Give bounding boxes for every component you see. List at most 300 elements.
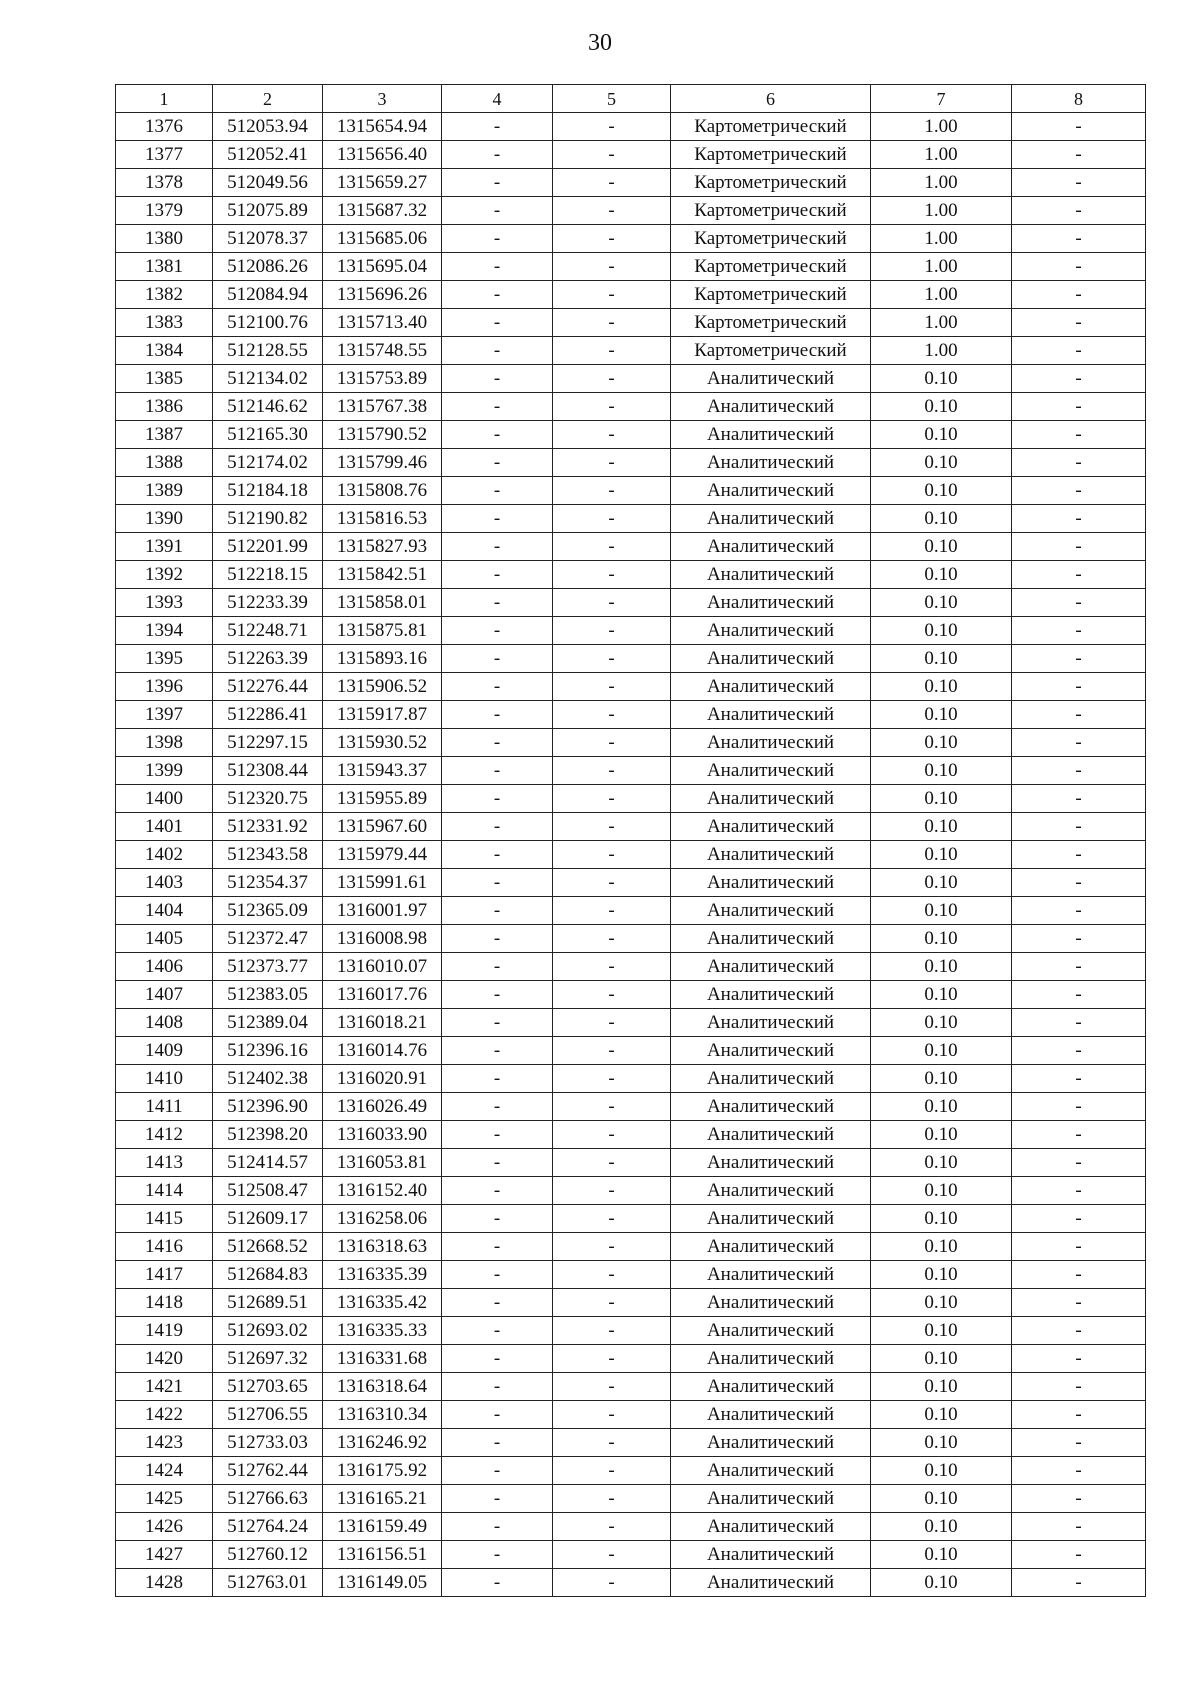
column-5-cell: -: [553, 1093, 671, 1121]
accuracy-cell: 0.10: [871, 1289, 1012, 1317]
column-5-cell: -: [553, 1569, 671, 1597]
point-number-cell: 1404: [116, 897, 213, 925]
table-row: [116, 869, 1146, 897]
point-number-cell: 1407: [116, 981, 213, 1009]
table-row: [116, 365, 1146, 393]
y-coordinate-cell: 1315790.52: [323, 421, 442, 449]
point-number-cell: 1415: [116, 1205, 213, 1233]
table-row: [116, 785, 1146, 813]
method-cell: Аналитический: [671, 477, 871, 505]
column-4-cell: -: [442, 953, 553, 981]
point-number-cell: 1381: [116, 253, 213, 281]
y-coordinate-cell: 1315687.32: [323, 197, 442, 225]
accuracy-cell: 1.00: [871, 253, 1012, 281]
accuracy-cell: 0.10: [871, 1093, 1012, 1121]
table-row: [116, 1485, 1146, 1513]
point-number-cell: 1395: [116, 645, 213, 673]
method-cell: Аналитический: [671, 1345, 871, 1373]
point-number-cell: 1394: [116, 617, 213, 645]
x-coordinate-cell: 512508.47: [213, 1177, 323, 1205]
accuracy-cell: 0.10: [871, 1121, 1012, 1149]
column-8-cell: -: [1012, 1345, 1146, 1373]
table-row: [116, 729, 1146, 757]
y-coordinate-cell: 1316310.34: [323, 1401, 442, 1429]
method-cell: Аналитический: [671, 393, 871, 421]
method-cell: Аналитический: [671, 617, 871, 645]
table-row: [116, 1429, 1146, 1457]
x-coordinate-cell: 512049.56: [213, 169, 323, 197]
column-4-cell: -: [442, 225, 553, 253]
column-5-cell: -: [553, 253, 671, 281]
y-coordinate-cell: 1316152.40: [323, 1177, 442, 1205]
accuracy-cell: 0.10: [871, 1149, 1012, 1177]
accuracy-cell: 1.00: [871, 225, 1012, 253]
y-coordinate-cell: 1316017.76: [323, 981, 442, 1009]
accuracy-cell: 0.10: [871, 617, 1012, 645]
table-row: [116, 1121, 1146, 1149]
y-coordinate-cell: 1315875.81: [323, 617, 442, 645]
column-4-cell: -: [442, 757, 553, 785]
table-row: [116, 925, 1146, 953]
method-cell: Аналитический: [671, 645, 871, 673]
table-row: [116, 421, 1146, 449]
accuracy-cell: 0.10: [871, 589, 1012, 617]
column-8-cell: -: [1012, 561, 1146, 589]
column-8-cell: -: [1012, 1457, 1146, 1485]
table-row: [116, 505, 1146, 533]
column-5-cell: -: [553, 1289, 671, 1317]
x-coordinate-cell: 512402.38: [213, 1065, 323, 1093]
column-8-cell: -: [1012, 393, 1146, 421]
table-row: [116, 953, 1146, 981]
column-8-cell: -: [1012, 953, 1146, 981]
table-row: [116, 1037, 1146, 1065]
x-coordinate-cell: 512762.44: [213, 1457, 323, 1485]
point-number-cell: 1396: [116, 673, 213, 701]
point-number-cell: 1406: [116, 953, 213, 981]
column-4-cell: -: [442, 701, 553, 729]
column-5-cell: -: [553, 113, 671, 141]
table-row: [116, 1345, 1146, 1373]
point-number-cell: 1421: [116, 1373, 213, 1401]
column-5-cell: -: [553, 169, 671, 197]
table-row: [116, 337, 1146, 365]
column-5-cell: -: [553, 813, 671, 841]
column-5-cell: -: [553, 1205, 671, 1233]
point-number-cell: 1400: [116, 785, 213, 813]
y-coordinate-cell: 1316156.51: [323, 1541, 442, 1569]
table-row: [116, 1009, 1146, 1037]
x-coordinate-cell: 512684.83: [213, 1261, 323, 1289]
method-cell: Аналитический: [671, 449, 871, 477]
table-row: [116, 757, 1146, 785]
point-number-cell: 1387: [116, 421, 213, 449]
accuracy-cell: 0.10: [871, 785, 1012, 813]
column-4-cell: -: [442, 253, 553, 281]
column-4-cell: -: [442, 393, 553, 421]
method-cell: Картометрический: [671, 253, 871, 281]
table-header-row: [116, 85, 1146, 113]
point-number-cell: 1403: [116, 869, 213, 897]
x-coordinate-cell: 512389.04: [213, 1009, 323, 1037]
accuracy-cell: 0.10: [871, 421, 1012, 449]
y-coordinate-cell: 1316258.06: [323, 1205, 442, 1233]
table-row: [116, 617, 1146, 645]
column-5-cell: -: [553, 869, 671, 897]
column-5-cell: -: [553, 1177, 671, 1205]
x-coordinate-cell: 512053.94: [213, 113, 323, 141]
column-4-cell: -: [442, 981, 553, 1009]
column-8-cell: -: [1012, 757, 1146, 785]
column-header: 2: [213, 85, 323, 113]
column-4-cell: -: [442, 477, 553, 505]
column-4-cell: -: [442, 1373, 553, 1401]
accuracy-cell: 0.10: [871, 1233, 1012, 1261]
method-cell: Картометрический: [671, 197, 871, 225]
column-5-cell: -: [553, 897, 671, 925]
table-row: [116, 1149, 1146, 1177]
accuracy-cell: 0.10: [871, 1177, 1012, 1205]
table-row: [116, 981, 1146, 1009]
x-coordinate-cell: 512100.76: [213, 309, 323, 337]
column-4-cell: -: [442, 617, 553, 645]
table-row: [116, 309, 1146, 337]
column-5-cell: -: [553, 617, 671, 645]
table-row: [116, 1317, 1146, 1345]
column-4-cell: -: [442, 421, 553, 449]
accuracy-cell: 0.10: [871, 1037, 1012, 1065]
x-coordinate-cell: 512184.18: [213, 477, 323, 505]
column-5-cell: -: [553, 1009, 671, 1037]
column-8-cell: -: [1012, 113, 1146, 141]
x-coordinate-cell: 512190.82: [213, 505, 323, 533]
table-row: [116, 1401, 1146, 1429]
column-5-cell: -: [553, 477, 671, 505]
point-number-cell: 1410: [116, 1065, 213, 1093]
point-number-cell: 1384: [116, 337, 213, 365]
table-row: [116, 1373, 1146, 1401]
x-coordinate-cell: 512308.44: [213, 757, 323, 785]
column-4-cell: -: [442, 869, 553, 897]
method-cell: Картометрический: [671, 337, 871, 365]
x-coordinate-cell: 512146.62: [213, 393, 323, 421]
accuracy-cell: 0.10: [871, 953, 1012, 981]
y-coordinate-cell: 1316335.42: [323, 1289, 442, 1317]
method-cell: Аналитический: [671, 561, 871, 589]
column-8-cell: -: [1012, 253, 1146, 281]
point-number-cell: 1426: [116, 1513, 213, 1541]
accuracy-cell: 0.10: [871, 1429, 1012, 1457]
table-row: [116, 841, 1146, 869]
y-coordinate-cell: 1315906.52: [323, 673, 442, 701]
table-row: [116, 393, 1146, 421]
column-4-cell: -: [442, 1457, 553, 1485]
x-coordinate-cell: 512354.37: [213, 869, 323, 897]
page-number: 30: [588, 30, 612, 56]
column-5-cell: -: [553, 1345, 671, 1373]
column-5-cell: -: [553, 561, 671, 589]
table-row: [116, 1541, 1146, 1569]
table-row: [116, 1261, 1146, 1289]
column-4-cell: -: [442, 729, 553, 757]
x-coordinate-cell: 512331.92: [213, 813, 323, 841]
accuracy-cell: 0.10: [871, 393, 1012, 421]
column-8-cell: -: [1012, 1373, 1146, 1401]
x-coordinate-cell: 512693.02: [213, 1317, 323, 1345]
column-4-cell: -: [442, 533, 553, 561]
x-coordinate-cell: 512383.05: [213, 981, 323, 1009]
x-coordinate-cell: 512084.94: [213, 281, 323, 309]
column-4-cell: -: [442, 925, 553, 953]
method-cell: Аналитический: [671, 1261, 871, 1289]
column-8-cell: -: [1012, 1205, 1146, 1233]
point-number-cell: 1427: [116, 1541, 213, 1569]
x-coordinate-cell: 512086.26: [213, 253, 323, 281]
method-cell: Картометрический: [671, 281, 871, 309]
y-coordinate-cell: 1315967.60: [323, 813, 442, 841]
method-cell: Картометрический: [671, 225, 871, 253]
column-5-cell: -: [553, 393, 671, 421]
column-8-cell: -: [1012, 1261, 1146, 1289]
y-coordinate-cell: 1315753.89: [323, 365, 442, 393]
column-4-cell: -: [442, 281, 553, 309]
column-4-cell: -: [442, 1485, 553, 1513]
table-body: [116, 113, 1146, 1597]
column-5-cell: -: [553, 1149, 671, 1177]
column-4-cell: -: [442, 1149, 553, 1177]
x-coordinate-cell: 512297.15: [213, 729, 323, 757]
accuracy-cell: 0.10: [871, 1065, 1012, 1093]
column-8-cell: -: [1012, 1093, 1146, 1121]
column-5-cell: -: [553, 589, 671, 617]
y-coordinate-cell: 1315685.06: [323, 225, 442, 253]
y-coordinate-cell: 1316010.07: [323, 953, 442, 981]
column-5-cell: -: [553, 645, 671, 673]
x-coordinate-cell: 512398.20: [213, 1121, 323, 1149]
y-coordinate-cell: 1316335.33: [323, 1317, 442, 1345]
column-8-cell: -: [1012, 1177, 1146, 1205]
accuracy-cell: 1.00: [871, 169, 1012, 197]
x-coordinate-cell: 512218.15: [213, 561, 323, 589]
accuracy-cell: 0.10: [871, 869, 1012, 897]
column-8-cell: -: [1012, 141, 1146, 169]
table-row: [116, 673, 1146, 701]
column-8-cell: -: [1012, 505, 1146, 533]
table-row: [116, 449, 1146, 477]
y-coordinate-cell: 1316053.81: [323, 1149, 442, 1177]
y-coordinate-cell: 1316318.64: [323, 1373, 442, 1401]
x-coordinate-cell: 512365.09: [213, 897, 323, 925]
column-5-cell: -: [553, 1037, 671, 1065]
column-8-cell: -: [1012, 337, 1146, 365]
column-5-cell: -: [553, 1401, 671, 1429]
accuracy-cell: 0.10: [871, 897, 1012, 925]
x-coordinate-cell: 512760.12: [213, 1541, 323, 1569]
column-5-cell: -: [553, 505, 671, 533]
table-row: [116, 113, 1146, 141]
column-5-cell: -: [553, 729, 671, 757]
y-coordinate-cell: 1315858.01: [323, 589, 442, 617]
method-cell: Аналитический: [671, 1233, 871, 1261]
method-cell: Аналитический: [671, 1065, 871, 1093]
accuracy-cell: 0.10: [871, 1569, 1012, 1597]
table-row: [116, 701, 1146, 729]
x-coordinate-cell: 512703.65: [213, 1373, 323, 1401]
point-number-cell: 1392: [116, 561, 213, 589]
column-4-cell: -: [442, 645, 553, 673]
column-header: 5: [553, 85, 671, 113]
table-row: [116, 645, 1146, 673]
point-number-cell: 1418: [116, 1289, 213, 1317]
y-coordinate-cell: 1316018.21: [323, 1009, 442, 1037]
column-8-cell: -: [1012, 645, 1146, 673]
accuracy-cell: 0.10: [871, 1485, 1012, 1513]
column-5-cell: -: [553, 365, 671, 393]
y-coordinate-cell: 1315808.76: [323, 477, 442, 505]
accuracy-cell: 0.10: [871, 841, 1012, 869]
x-coordinate-cell: 512052.41: [213, 141, 323, 169]
column-8-cell: -: [1012, 169, 1146, 197]
column-5-cell: -: [553, 197, 671, 225]
table-row: [116, 253, 1146, 281]
accuracy-cell: 0.10: [871, 925, 1012, 953]
coordinates-table: [115, 84, 1146, 1597]
y-coordinate-cell: 1315842.51: [323, 561, 442, 589]
point-number-cell: 1380: [116, 225, 213, 253]
column-8-cell: -: [1012, 1429, 1146, 1457]
accuracy-cell: 1.00: [871, 281, 1012, 309]
method-cell: Аналитический: [671, 729, 871, 757]
accuracy-cell: 0.10: [871, 477, 1012, 505]
table-row: [116, 225, 1146, 253]
accuracy-cell: 0.10: [871, 533, 1012, 561]
column-4-cell: -: [442, 113, 553, 141]
x-coordinate-cell: 512233.39: [213, 589, 323, 617]
x-coordinate-cell: 512414.57: [213, 1149, 323, 1177]
column-8-cell: -: [1012, 981, 1146, 1009]
table-row: [116, 141, 1146, 169]
x-coordinate-cell: 512373.77: [213, 953, 323, 981]
x-coordinate-cell: 512165.30: [213, 421, 323, 449]
point-number-cell: 1388: [116, 449, 213, 477]
column-4-cell: -: [442, 1205, 553, 1233]
accuracy-cell: 0.10: [871, 1373, 1012, 1401]
x-coordinate-cell: 512134.02: [213, 365, 323, 393]
column-4-cell: -: [442, 1317, 553, 1345]
column-4-cell: -: [442, 141, 553, 169]
column-5-cell: -: [553, 953, 671, 981]
column-5-cell: -: [553, 1373, 671, 1401]
method-cell: Аналитический: [671, 1093, 871, 1121]
column-5-cell: -: [553, 1541, 671, 1569]
method-cell: Аналитический: [671, 981, 871, 1009]
column-8-cell: -: [1012, 897, 1146, 925]
point-number-cell: 1379: [116, 197, 213, 225]
accuracy-cell: 1.00: [871, 197, 1012, 225]
table-row: [116, 1569, 1146, 1597]
column-4-cell: -: [442, 1401, 553, 1429]
point-number-cell: 1412: [116, 1121, 213, 1149]
accuracy-cell: 1.00: [871, 309, 1012, 337]
x-coordinate-cell: 512689.51: [213, 1289, 323, 1317]
y-coordinate-cell: 1315943.37: [323, 757, 442, 785]
point-number-cell: 1401: [116, 813, 213, 841]
x-coordinate-cell: 512320.75: [213, 785, 323, 813]
column-4-cell: -: [442, 337, 553, 365]
x-coordinate-cell: 512372.47: [213, 925, 323, 953]
accuracy-cell: 0.10: [871, 729, 1012, 757]
column-8-cell: -: [1012, 813, 1146, 841]
y-coordinate-cell: 1316246.92: [323, 1429, 442, 1457]
table-row: [116, 1457, 1146, 1485]
column-5-cell: -: [553, 281, 671, 309]
column-4-cell: -: [442, 673, 553, 701]
accuracy-cell: 1.00: [871, 141, 1012, 169]
column-8-cell: -: [1012, 1289, 1146, 1317]
method-cell: Аналитический: [671, 701, 871, 729]
point-number-cell: 1389: [116, 477, 213, 505]
accuracy-cell: 0.10: [871, 1261, 1012, 1289]
y-coordinate-cell: 1316026.49: [323, 1093, 442, 1121]
method-cell: Аналитический: [671, 1149, 871, 1177]
column-5-cell: -: [553, 309, 671, 337]
method-cell: Аналитический: [671, 1037, 871, 1065]
column-5-cell: -: [553, 1513, 671, 1541]
column-4-cell: -: [442, 309, 553, 337]
column-4-cell: -: [442, 449, 553, 477]
accuracy-cell: 0.10: [871, 981, 1012, 1009]
method-cell: Аналитический: [671, 1289, 871, 1317]
accuracy-cell: 0.10: [871, 813, 1012, 841]
y-coordinate-cell: 1316175.92: [323, 1457, 442, 1485]
point-number-cell: 1377: [116, 141, 213, 169]
accuracy-cell: 0.10: [871, 1345, 1012, 1373]
column-8-cell: -: [1012, 925, 1146, 953]
point-number-cell: 1393: [116, 589, 213, 617]
y-coordinate-cell: 1315799.46: [323, 449, 442, 477]
column-5-cell: -: [553, 141, 671, 169]
column-5-cell: -: [553, 981, 671, 1009]
method-cell: Аналитический: [671, 1009, 871, 1037]
accuracy-cell: 0.10: [871, 1401, 1012, 1429]
y-coordinate-cell: 1316020.91: [323, 1065, 442, 1093]
column-4-cell: -: [442, 1569, 553, 1597]
column-4-cell: -: [442, 1233, 553, 1261]
method-cell: Аналитический: [671, 1429, 871, 1457]
method-cell: Аналитический: [671, 841, 871, 869]
column-8-cell: -: [1012, 701, 1146, 729]
y-coordinate-cell: 1316331.68: [323, 1345, 442, 1373]
column-header: 6: [671, 85, 871, 113]
x-coordinate-cell: 512766.63: [213, 1485, 323, 1513]
column-4-cell: -: [442, 169, 553, 197]
method-cell: Аналитический: [671, 673, 871, 701]
column-8-cell: -: [1012, 533, 1146, 561]
y-coordinate-cell: 1315816.53: [323, 505, 442, 533]
method-cell: Аналитический: [671, 1121, 871, 1149]
method-cell: Картометрический: [671, 113, 871, 141]
y-coordinate-cell: 1315991.61: [323, 869, 442, 897]
method-cell: Аналитический: [671, 925, 871, 953]
y-coordinate-cell: 1315659.27: [323, 169, 442, 197]
y-coordinate-cell: 1315930.52: [323, 729, 442, 757]
point-number-cell: 1383: [116, 309, 213, 337]
x-coordinate-cell: 512733.03: [213, 1429, 323, 1457]
point-number-cell: 1398: [116, 729, 213, 757]
table-row: [116, 897, 1146, 925]
column-8-cell: -: [1012, 673, 1146, 701]
column-5-cell: -: [553, 225, 671, 253]
